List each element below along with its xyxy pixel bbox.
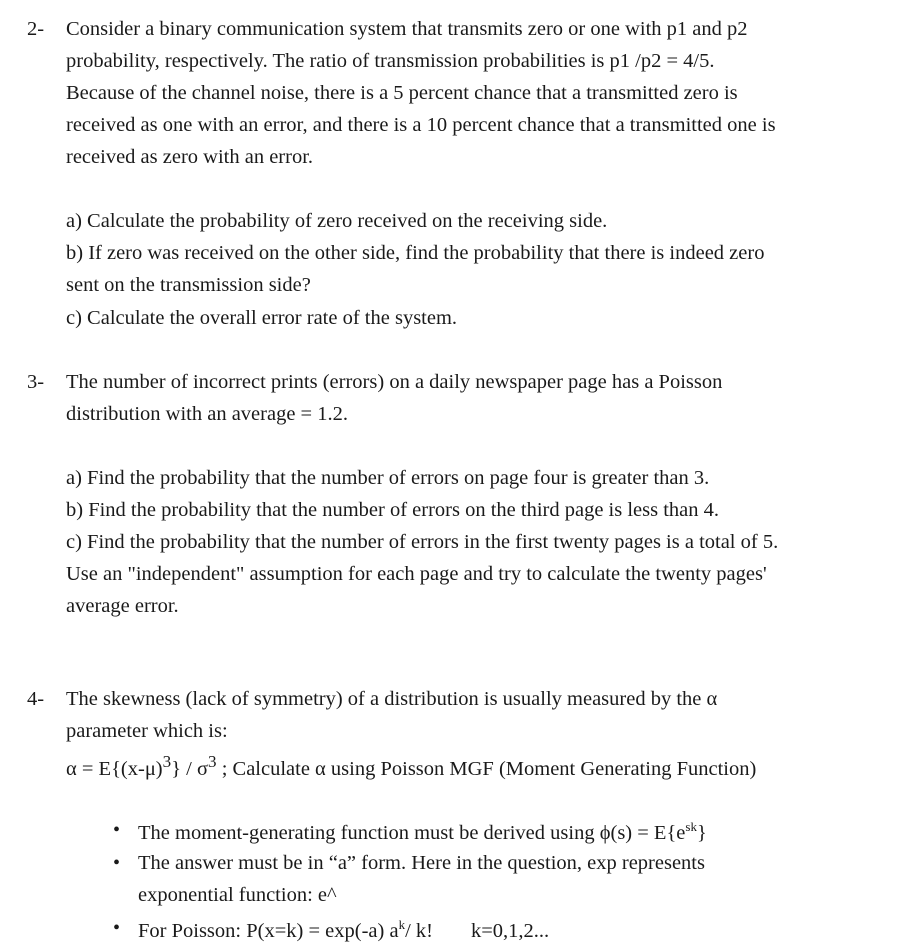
question-2-part-b-cont: sent on the transmission side?	[66, 274, 311, 296]
question-3-part-c-cont: average error.	[66, 595, 179, 617]
question-3-part-c-cont: Use an "independent" assumption for each page and try to calculate the twenty pages'	[66, 563, 767, 585]
bullet-poisson-pmf: For Poisson: P(x=k) = exp(-a) $a^k/$ k! k=0,1,2...	[138, 917, 550, 942]
question-4-number: 4-	[27, 688, 45, 710]
question-2-line: Because of the channel noise, there is a 5 percent chance that a transmitted zero is	[66, 82, 738, 104]
question-3-number: 3-	[27, 371, 45, 393]
question-2-line: received as one with an error, and there is a 10 percent chance that a transmitted one is	[66, 114, 776, 136]
question-4-line: The skewness (lack of symmetry) of a distribution is usually measured by the α	[66, 688, 718, 710]
skewness-formula: $\alpha = E\{(x-\mu)^3\} / \sigma^3$ ; Calculate α using Poisson MGF (Moment Generating Function)	[66, 752, 757, 780]
question-2-part-a: a) Calculate the probability of zero received on the receiving side.	[66, 210, 608, 232]
question-3-part-c: c) Find the probability that the number of errors in the first twenty pages is a total of 5.	[66, 531, 779, 553]
question-3-part-b: b) Find the probability that the number of errors on the third page is less than 4.	[66, 499, 720, 521]
question-2-number: 2-	[27, 18, 45, 40]
question-3-line: distribution with an average = 1.2.	[66, 403, 348, 425]
bullet-mgf: The moment-generating function must be derived using $\phi(s) = E\{e^{sk}\}$	[138, 819, 707, 844]
question-3-part-a: a) Find the probability that the number of errors on page four is greater than 3.	[66, 467, 710, 489]
bullet-answer-form: The answer must be in “a” form. Here in the question, exp represents	[138, 852, 705, 874]
bullet-icon: •	[113, 852, 121, 874]
bullet-icon: •	[113, 819, 121, 841]
question-4-line: parameter which is:	[66, 720, 228, 742]
question-2-part-b: b) If zero was received on the other side, find the probability that there is indeed zero	[66, 242, 765, 264]
question-2-line: received as zero with an error.	[66, 146, 314, 168]
question-2-part-c: c) Calculate the overall error rate of the system.	[66, 307, 458, 329]
bullet-icon: •	[113, 917, 121, 939]
bullet-answer-form-cont: exponential function: e^	[138, 884, 337, 906]
question-3-line: The number of incorrect prints (errors) on a daily newspaper page has a Poisson	[66, 371, 723, 393]
question-2-line: probability, respectively. The ratio of transmission probabilities is p1 /p2 = 4/5.	[66, 50, 715, 72]
question-2-line: Consider a binary communication system that transmits zero or one with p1 and p2	[66, 18, 748, 40]
